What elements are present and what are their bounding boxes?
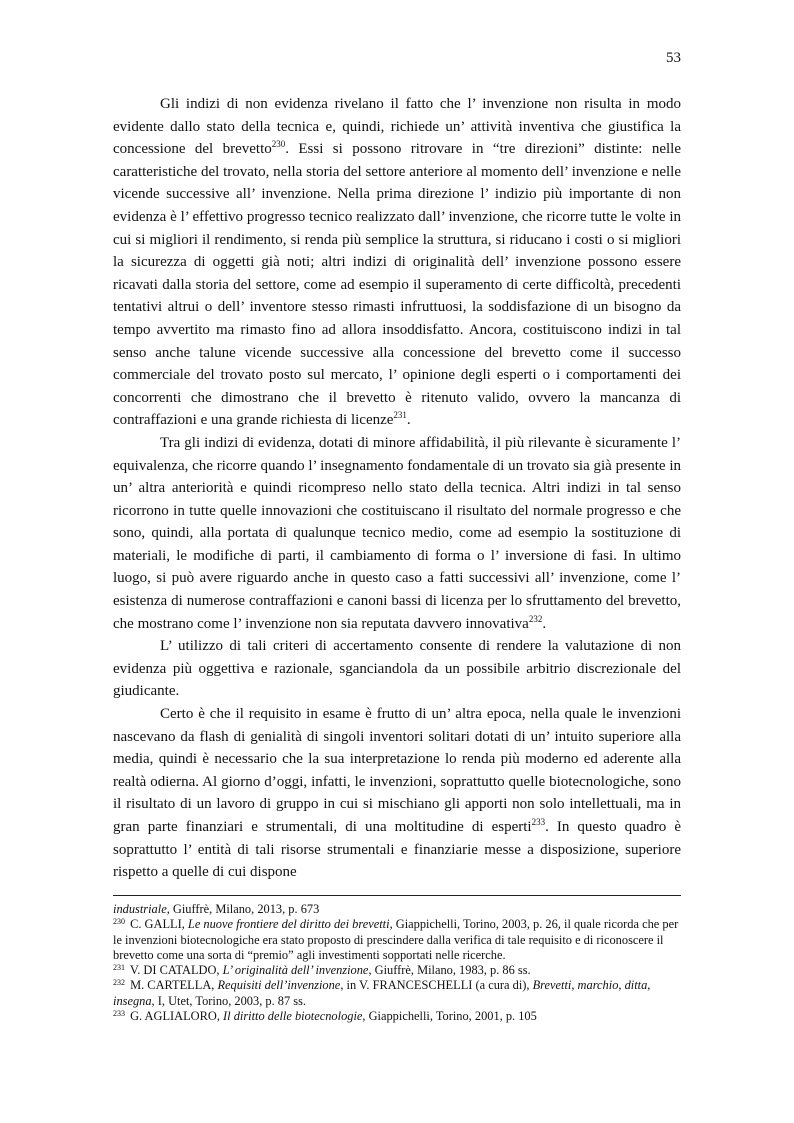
footnote-230: $^{230}$ C. GALLI, Le nuove frontiere del diritto dei brevetti, Giappichelli, Torino, 2003, p. 26, il quale ricorda che per le invenzioni biotecnologiche era stato proposto di prescindere dalla verifica di tale requisito e di riconoscere il brevetto come una sorta di “premio” agli investimenti sopportati nelle ricerche.: [113, 917, 679, 962]
footnotes: [113, 902, 683, 1024]
footnote-ref-233: 233: [531, 817, 546, 827]
paragraph-4: Certo è che il requisito in esame è frutto di un’ altra epoca, nella quale le invenzioni nascevano da flash di genialità di singoli inventori solitari dotati di un’ intuito superiore alla media, quindi è necessario che la sua interpretazione lo renda più moderno ed aderente alla realtà odierna. Al giorno d’oggi, infatti, le invenzioni, soprattutto quelle biotecnologiche, sono il risultato di un lavoro di gruppo in cui si mischiano gli apporti non solo intellettuali, ma in gran parte finanziari e strumentali, di una moltitudine di esperti$^{233}$. In questo quadro è soprattutto l’ entità di tali risorse strumentali e finanziarie messe a disposizione, superiore rispetto a quelle di cui dispone: [113, 706, 681, 881]
footnote-continuation: industriale, Giuffrè, Milano, 2013, p. 673: [113, 902, 320, 916]
footnote-separator: [113, 895, 681, 896]
footnote-233: $^{233}$ G. AGLIALORO, Il diritto delle biotecnologie, Giappichelli, Torino, 2001, p. 105: [113, 1009, 537, 1024]
footnote-232: $^{232}$ M. CARTELLA, Requisiti dell’invenzione, in V. FRANCESCHELLI (a cura di), Brevetti, marchio, ditta, insegna, I, Utet, Torino, 2003, p. 87 ss.: [113, 978, 651, 1008]
body-text: [113, 93, 681, 884]
footnote-ref-232: 232: [528, 613, 543, 624]
footnote-ref-231: 231: [393, 410, 407, 421]
footnote-ref-230: 230: [271, 139, 286, 150]
paragraph-2: Tra gli indizi di evidenza, dotati di minore affidabilità, il più rilevante è sicuramente l’ equivalenza, che ricorre quando l’ insegnamento fondamentale di un trovato sia già presente in un’ altra anteriorità e quindi ricompreso nello stato della tecnica. Altri indizi in tal senso ricorrono in tutte quelle innovazioni che costituiscano il risultato del normale progresso e che sono, quindi, alla portata di qualunque tecnico medio, come ad esempio la sostituzione di materiali, le modifiche di parti, il cambiamento di forma o l’ inversione di fasi. In ultimo luogo, si può avere riguardo anche in questo caso a fatti successivi all’ invenzione, come l’ esistenza di numerose contraffazioni e canoni bassi di licenza per lo sfruttamento del brevetto, che mostrano come l’ invenzione non sia reputata davvero innovativa$^{232}$.: [113, 434, 681, 632]
paragraph-1: Gli indizi di non evidenza rivelano il fatto che l’ invenzione non risulta in modo evidente dallo stato della tecnica e, quindi, richiede un’ attività inventiva che giustifica la concessione del brevetto$^{230}$. Essi si possono ritrovare in “tre direzioni” distinte: nelle caratteristiche del trovato, nella storia del settore anteriore al momento dell’ invenzione e nelle vicende successive all’ invenzione. Nella prima direzione l’ indizio più importante di non evidenza è l’ effettivo progresso tecnico realizzato dall’ invenzione, che ricorre tutte le volte in cui si migliori il rendimento, si renda più semplice la struttura, si riducano i costi o si migliori la sicurezza di oggetti già noti; altri indizi di originalità dell’ invenzione possono essere ricavati dalla storia del settore, come ad esempio il superamento di certe difficoltà, precedenti tentativi altrui o dell’ inventore stesso rimasti infruttuosi, la soddisfazione di un bisogno da tempo avvertito ma rimasto fino ad allora insoddisfatto. Ancora, costituiscono indizi in tal senso anche talune vicende successive alla concessione del brevetto come il successo commerciale del trovato posto sul mercato, l’ opinione degli esperti o i comportamenti dei concorrenti che dimostrano che il brevetto è ritenuto valido, ovvero la mancanza di contraffazioni e una grande richiesta di licenze$^{231}$.: [113, 96, 681, 429]
page-number: 53: [666, 50, 681, 66]
paragraph-3: L’ utilizzo di tali criteri di accertamento consente di rendere la valutazione di non evidenza più oggettiva e razionale, sganciandola da un possibile arbitrio discrezionale del giudicante.: [113, 638, 681, 700]
footnote-231: $^{231}$ V. DI CATALDO, L’ originalità dell’ invenzione, Giuffrè, Milano, 1983, p. 86 ss.: [113, 963, 531, 978]
